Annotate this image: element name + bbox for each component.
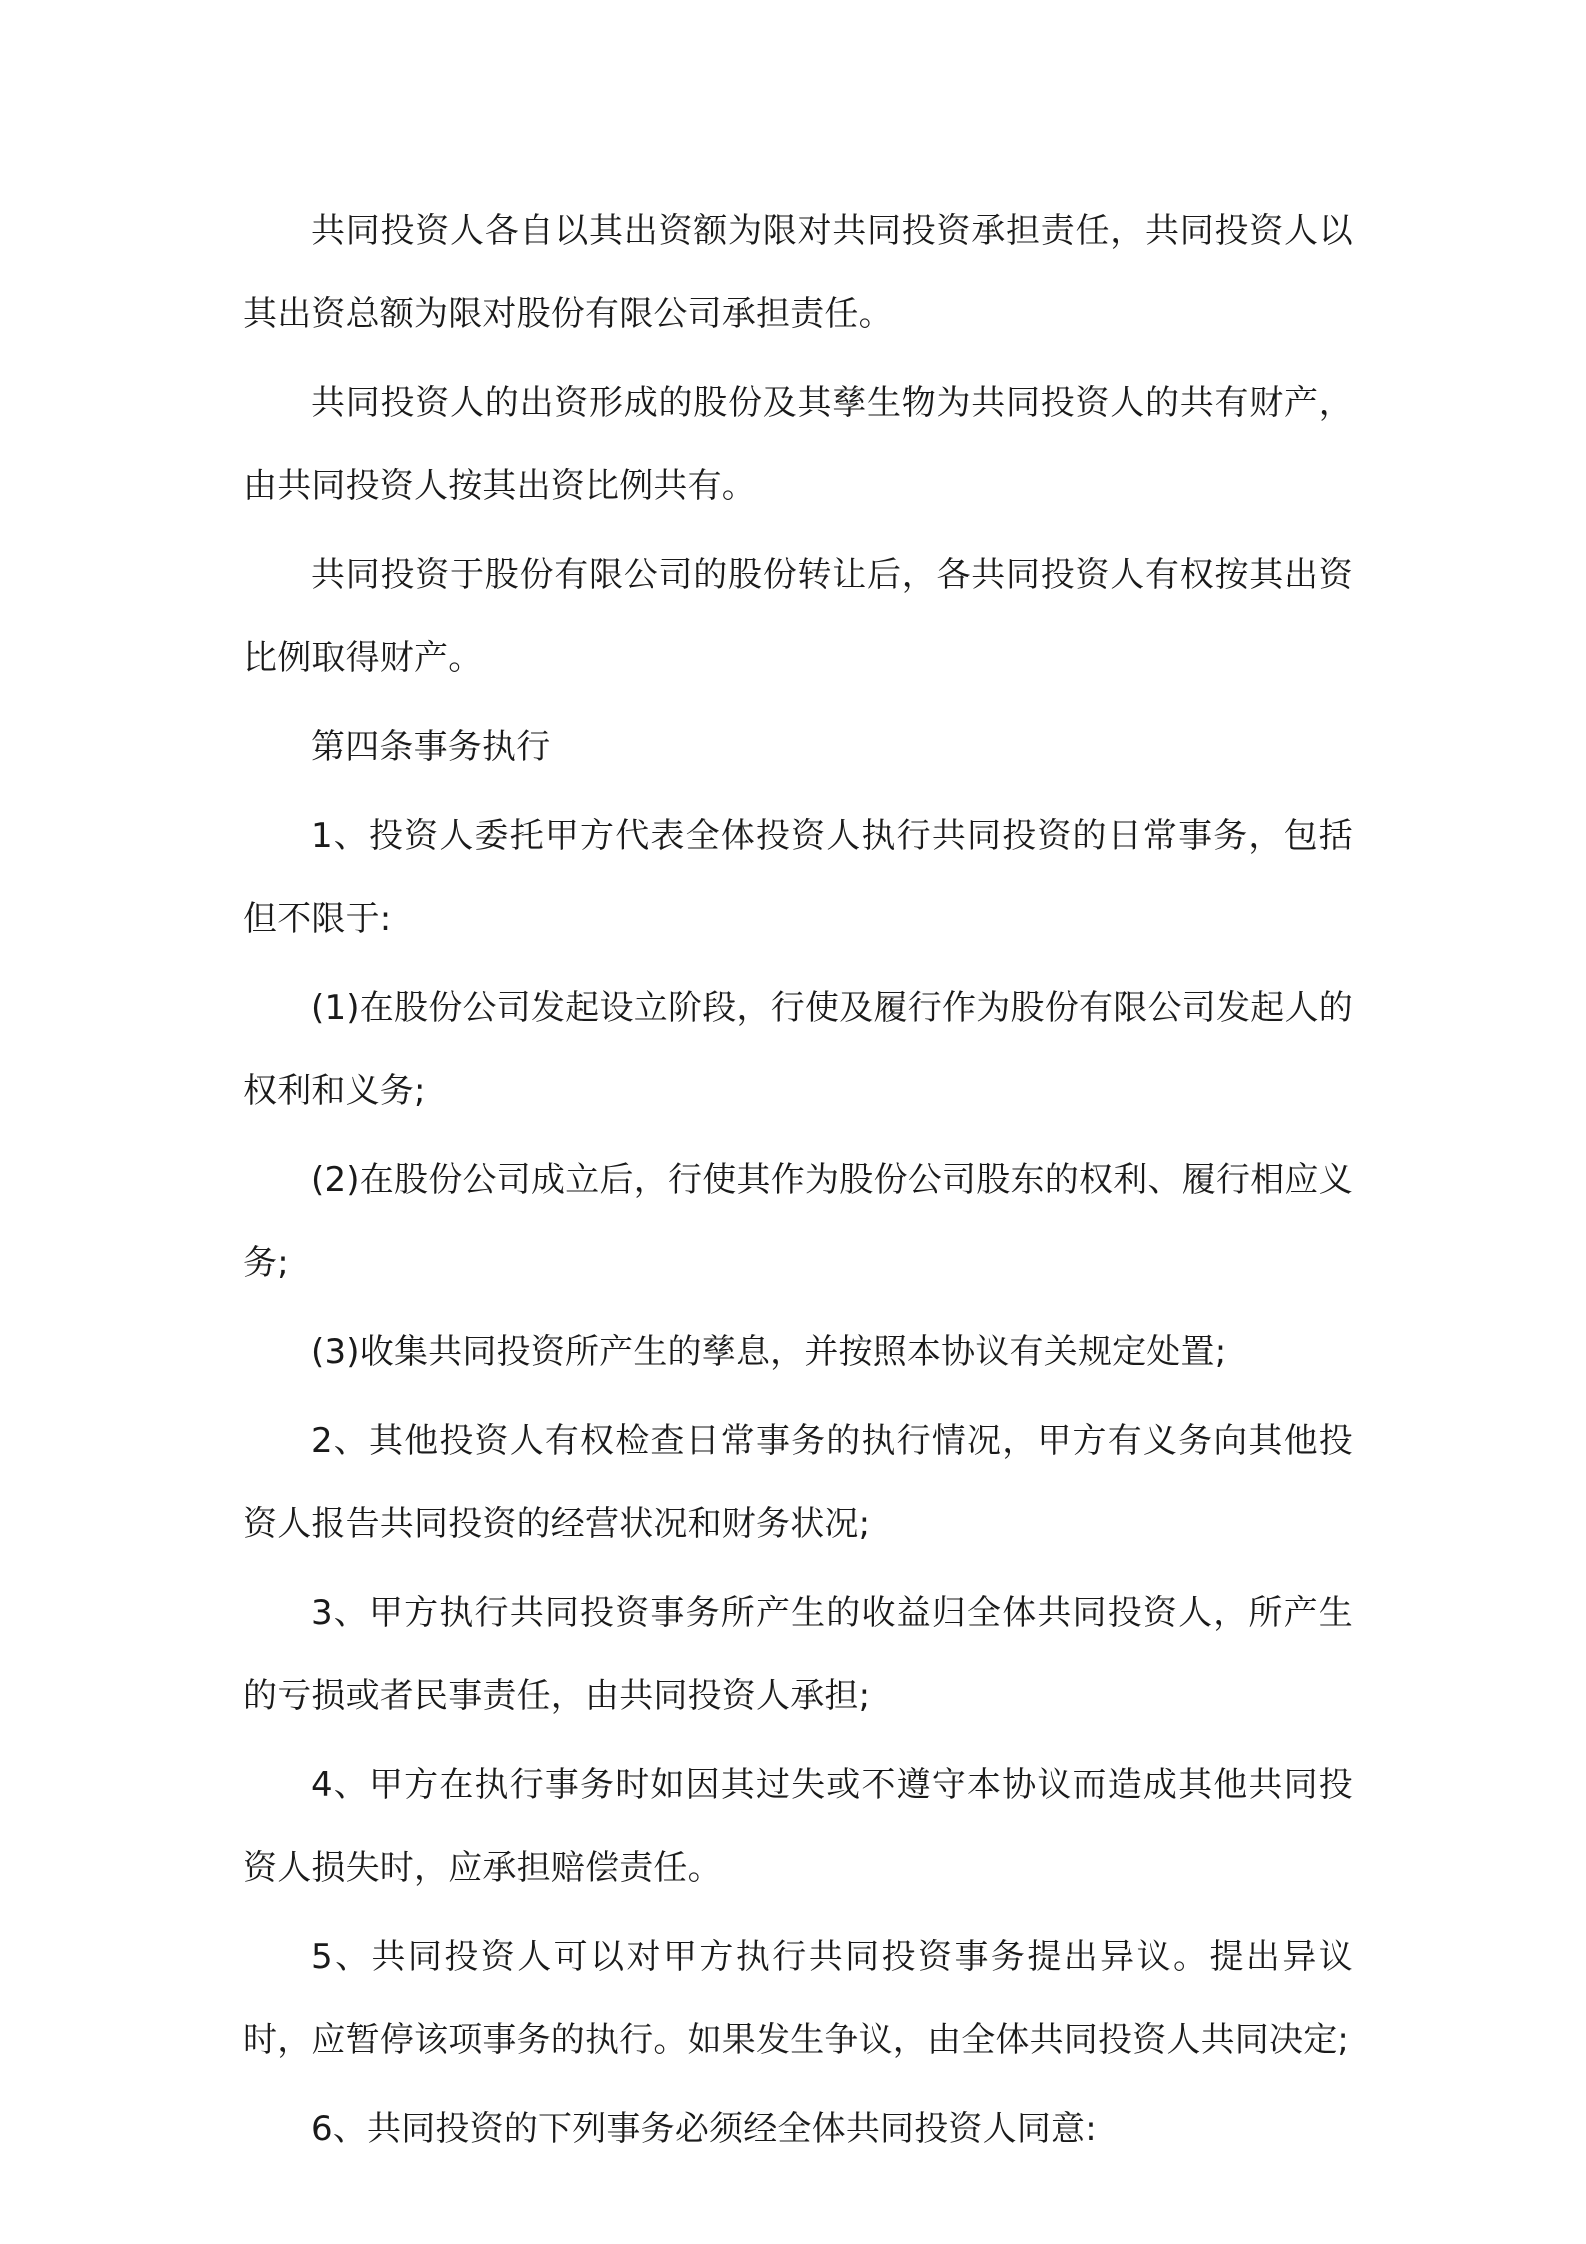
paragraph-subitem-3: (3)收集共同投资所产生的孳息，并按照本协议有关规定处置; [311,1332,1227,1372]
paragraph-share-transfer: 共同投资于股份有限公司的股份转让后，各共同投资人有权按其出资比例取得财产。 [243,555,1353,678]
paragraph-liability: 共同投资人各自以其出资额为限对共同投资承担责任，共同投资人以其出资总额为限对股份有限公司承担责任。 [243,211,1353,334]
paragraph-subitem-2: (2)在股份公司成立后，行使其作为股份公司股东的权利、履行相应义务; [243,1160,1353,1283]
paragraph-subitem-1: (1)在股份公司发起设立阶段，行使及履行作为股份有限公司发起人的权利和义务; [243,988,1353,1111]
section-heading-article-4: 第四条事务执行 [311,727,551,767]
paragraph-item-3: 3、甲方执行共同投资事务所产生的收益归全体共同投资人，所产生的亏损或者民事责任，由共同投资人承担; [243,1593,1353,1716]
paragraph-item-6: 6、共同投资的下列事务必须经全体共同投资人同意: [311,2109,1097,2149]
paragraph-item-2: 2、其他投资人有权检查日常事务的执行情况，甲方有义务向其他投资人报告共同投资的经营状况和财务状况; [243,1421,1353,1544]
paragraph-item-5: 5、共同投资人可以对甲方执行共同投资事务提出异议。提出异议时，应暂停该项事务的执行。如果发生争议，由全体共同投资人共同决定; [243,1937,1353,2060]
paragraph-joint-property: 共同投资人的出资形成的股份及其孳生物为共同投资人的共有财产，由共同投资人按其出资比例共有。 [243,383,1353,506]
document-body [243,190,1353,2177]
paragraph-item-4: 4、甲方在执行事务时如因其过失或不遵守本协议而造成其他共同投资人损失时，应承担赔偿责任。 [243,1765,1353,1888]
paragraph-item-1: 1、投资人委托甲方代表全体投资人执行共同投资的日常事务，包括但不限于: [243,816,1353,939]
